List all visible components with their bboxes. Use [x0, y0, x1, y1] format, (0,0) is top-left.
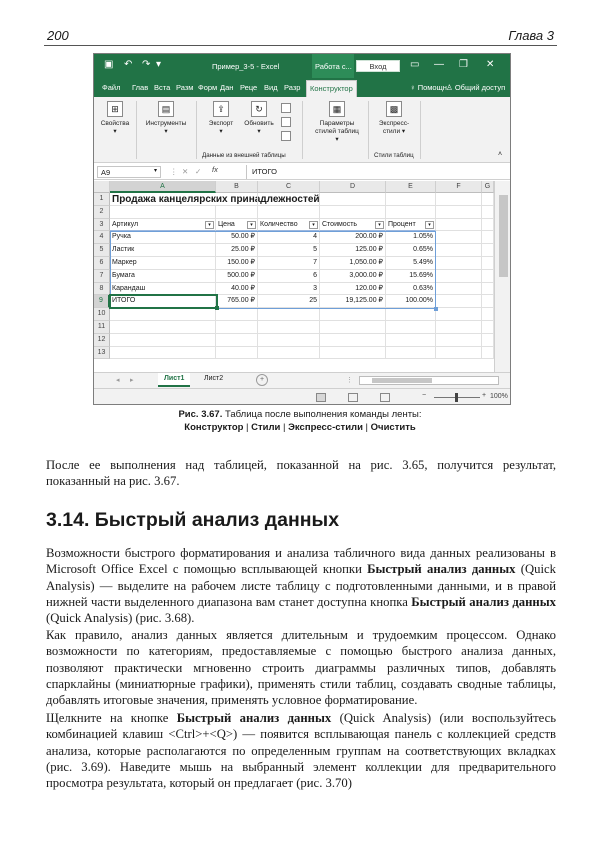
table-cell[interactable]: Маркер [110, 257, 216, 270]
row-header[interactable]: 7 [94, 270, 110, 283]
table-cell[interactable]: 4 [258, 231, 320, 244]
grid-cell[interactable] [320, 347, 386, 360]
tab-developer[interactable]: Разр [284, 83, 301, 92]
grid-cell[interactable] [216, 321, 258, 334]
grid-cell[interactable] [258, 308, 320, 321]
filter-dropdown-icon[interactable]: ▾ [309, 221, 318, 229]
insert-function-icon[interactable]: fx [212, 165, 218, 174]
grid-cell[interactable] [436, 244, 482, 257]
grid-cell[interactable] [436, 206, 482, 219]
quick-access-dropdown-icon[interactable]: ▾ [156, 59, 162, 70]
caption-label: Рис. 3.67. [178, 409, 223, 420]
page-layout-view-icon[interactable] [348, 393, 358, 402]
grid-cell[interactable] [320, 193, 386, 206]
table-cell[interactable]: 500.00 ₽ [216, 270, 258, 283]
horizontal-scrollbar[interactable] [359, 376, 499, 385]
caption-path-item: Конструктор [184, 422, 244, 433]
status-bar [94, 388, 510, 405]
chapter-label: Глава 3 [508, 28, 554, 43]
caption-text: Таблица после выполнения команды ленты: [224, 409, 422, 420]
grid-cell[interactable] [436, 219, 482, 232]
confirm-icon[interactable]: ✓ [195, 167, 202, 176]
grid-cell[interactable] [320, 206, 386, 219]
table-cell[interactable]: 7 [258, 257, 320, 270]
grid-cell[interactable] [436, 334, 482, 347]
zoom-in-button[interactable]: + [482, 392, 487, 399]
row-header[interactable]: 2 [94, 206, 110, 219]
formula-input[interactable]: ИТОГО [252, 167, 277, 176]
chevron-down-icon: ▾ [153, 168, 157, 174]
close-button[interactable]: ✕ [486, 59, 495, 70]
person-icon: ♙ [446, 83, 453, 92]
grid-cell[interactable] [436, 231, 482, 244]
prev-sheet-icon[interactable]: ◂ [116, 377, 120, 384]
paragraph-2: Возможности быстрого форматирования и анализа табличного вида данных реализованы в Microsoft Office Excel с помощью всплывающей кнопки Быстрый анализ данных (Quick Analysis) — выделите на рабочем листе таблицу с подготовленными данными, и в правой нижней части выделенного диапазона вам станет доступна кнопка Быстрый анализ данных (Quick Analysis) (рис. 3.68). [46, 546, 556, 626]
excel-screenshot [93, 53, 511, 405]
grid-cell[interactable] [436, 193, 482, 206]
minimize-button[interactable]: — [434, 59, 444, 70]
page-header [44, 24, 557, 46]
next-sheet-icon[interactable]: ▸ [130, 377, 134, 384]
grid-cell[interactable] [216, 206, 258, 219]
table-header-cell[interactable]: Количество ▾ [258, 219, 320, 232]
grid-cell[interactable] [436, 308, 482, 321]
quick-styles-button[interactable]: ▩ Экспресс- стили ▾ [372, 97, 416, 163]
external-data-group-label: Данные из внешней таблицы [202, 152, 286, 159]
more-sheets-icon: ⋮ [346, 377, 353, 384]
row-header[interactable]: 6 [94, 257, 110, 270]
paragraph-3: Как правило, анализ данных является длительным и трудоемким процессом. Однако возможности по категориям, предоставляемые с помощью быстрого анализа данных, позволяют практически мгновенно строить диаграммы различных типов, добавлять спарклайны (миниатюрные графики), применять стили таблиц, создавать сводные таблицы, добавлять итоговые значения, применять условное форматирование. [46, 628, 556, 708]
grid-cell[interactable] [386, 334, 436, 347]
grid-cell[interactable] [216, 308, 258, 321]
grid-cell[interactable] [482, 206, 494, 219]
refresh-icon: ↻ [251, 101, 267, 117]
table-resize-handle[interactable] [434, 307, 438, 311]
properties-button[interactable]: ⊞ Свойства ▾ [98, 97, 132, 163]
paragraph-1: После ее выполнения над таблицей, показанной на рис. 3.65, получится результат, показанный на рис. 3.67. [46, 458, 556, 489]
formula-bar [94, 164, 510, 180]
grid-cell[interactable] [436, 347, 482, 360]
grid-cell[interactable] [110, 334, 216, 347]
grid-cell[interactable] [386, 321, 436, 334]
zoom-level[interactable]: 100% [490, 393, 508, 400]
lightbulb-icon: ♀ [410, 83, 416, 92]
caption-path-item: Стили [251, 422, 281, 433]
row-header[interactable]: 1 [94, 193, 110, 206]
export-button[interactable]: ⇪ Экспорт ▾ [204, 97, 238, 163]
grid-cell[interactable] [320, 321, 386, 334]
tab-insert[interactable]: Вста [154, 83, 171, 92]
normal-view-icon[interactable] [316, 393, 326, 402]
table-cell[interactable]: 15.69% [386, 270, 436, 283]
row-header[interactable]: 5 [94, 244, 110, 257]
grid-cell[interactable] [482, 219, 494, 232]
column-header[interactable]: F [436, 181, 482, 193]
grid-cell[interactable] [482, 244, 494, 257]
grid-cell[interactable] [216, 334, 258, 347]
grid-cell[interactable] [482, 334, 494, 347]
table-cell[interactable]: 6 [258, 270, 320, 283]
spreadsheet-grid [94, 181, 510, 388]
fill-handle[interactable] [215, 306, 219, 310]
undo-icon[interactable]: ↶ [124, 59, 133, 70]
table-header-cell[interactable]: Артикул ▾ [110, 219, 216, 232]
ribbon [94, 97, 510, 163]
row-header[interactable]: 3 [94, 219, 110, 232]
grid-cell[interactable] [216, 347, 258, 360]
collapse-ribbon-icon[interactable]: ˄ [498, 151, 503, 158]
table-cell[interactable]: 3 [258, 283, 320, 296]
total-cell[interactable]: ИТОГО [110, 295, 216, 308]
page-break-view-icon[interactable] [380, 393, 390, 402]
grid-cell[interactable] [216, 193, 258, 206]
table-cell[interactable]: 150.00 ₽ [216, 257, 258, 270]
grid-cell[interactable] [386, 308, 436, 321]
grid-cell[interactable] [386, 206, 436, 219]
tab-design[interactable]: Конструктор [306, 80, 357, 97]
grid-cell[interactable] [482, 257, 494, 270]
window-title: Пример_3-5 - Excel [212, 62, 280, 71]
export-icon: ⇪ [213, 101, 229, 117]
ribbon-display-icon[interactable]: ▭ [410, 59, 420, 70]
select-all-corner[interactable] [94, 181, 110, 193]
caption-path-item: Экспресс-стили [288, 422, 363, 433]
row-header[interactable]: 13 [94, 347, 110, 360]
tab-review[interactable]: Реце [240, 83, 258, 92]
tab-data[interactable]: Дан [220, 83, 234, 92]
grid-cell[interactable] [436, 283, 482, 296]
tab-formulas[interactable]: Форм [198, 83, 218, 92]
scrollbar-thumb[interactable] [499, 195, 508, 277]
row-header[interactable]: 8 [94, 283, 110, 296]
table-cell[interactable]: Бумага [110, 270, 216, 283]
ribbon-tabs [94, 78, 510, 97]
grid-cell[interactable] [386, 347, 436, 360]
grid-cell[interactable] [110, 347, 216, 360]
filter-dropdown-icon[interactable]: ▾ [247, 221, 256, 229]
grid-cell[interactable] [436, 270, 482, 283]
unlink-icon[interactable] [281, 131, 291, 141]
sheet-tabs-bar [94, 372, 510, 388]
grid-cell[interactable] [482, 283, 494, 296]
tab-view[interactable]: Вид [264, 83, 278, 92]
table-cell[interactable]: 0.65% [386, 244, 436, 257]
grid-cell[interactable] [482, 308, 494, 321]
grid-cell[interactable] [110, 206, 216, 219]
grid-cell[interactable] [258, 347, 320, 360]
page-number: 200 [47, 28, 69, 43]
name-box[interactable]: A9 ▾ [97, 166, 161, 178]
total-cell[interactable]: 100.00% [386, 295, 436, 308]
table-cell[interactable]: 50.00 ₽ [216, 231, 258, 244]
table-cell[interactable]: 1.05% [386, 231, 436, 244]
properties-small-icon[interactable] [281, 103, 291, 113]
tools-icon: ▤ [158, 101, 174, 117]
row-header[interactable]: 9 [94, 295, 110, 308]
figure-caption: Рис. 3.67. Таблица после выполнения команды ленты: Конструктор | Стили | Экспресс-стили | Очистить [178, 409, 422, 433]
section-heading: 3.14. Быстрый анализ данных [46, 509, 340, 531]
grid-cell[interactable] [258, 206, 320, 219]
scrollbar-thumb[interactable] [372, 378, 432, 383]
tools-button[interactable]: ▤ Инструменты ▾ [140, 97, 192, 163]
grid-cell[interactable] [436, 295, 482, 308]
table-cell[interactable]: 5.49% [386, 257, 436, 270]
total-cell[interactable]: 765.00 ₽ [216, 295, 258, 308]
grid-cell[interactable] [436, 257, 482, 270]
table-cell[interactable]: 125.00 ₽ [320, 244, 386, 257]
filter-dropdown-icon[interactable]: ▾ [205, 221, 214, 229]
table-style-options-icon: ▦ [329, 101, 345, 117]
column-header[interactable]: B [216, 181, 258, 193]
sheet-tab-1[interactable]: Лист1 [158, 373, 190, 387]
vertical-scrollbar[interactable] [494, 181, 511, 372]
column-header[interactable]: E [386, 181, 436, 193]
active-cell-outline [109, 294, 218, 309]
zoom-slider-knob[interactable] [455, 393, 458, 402]
table-cell[interactable]: 120.00 ₽ [320, 283, 386, 296]
grid-cell[interactable] [482, 231, 494, 244]
table-cell[interactable]: 25.00 ₽ [216, 244, 258, 257]
table-cell[interactable]: 200.00 ₽ [320, 231, 386, 244]
table-cell[interactable]: 5 [258, 244, 320, 257]
column-header[interactable]: A [110, 181, 216, 193]
table-style-options-button[interactable]: ▦ Параметры стилей таблиц ▾ [310, 97, 364, 163]
total-cell[interactable]: 19,125.00 ₽ [320, 295, 386, 308]
grid-cell[interactable] [320, 334, 386, 347]
table-header-cell[interactable]: Цена ▾ [216, 219, 258, 232]
properties-icon: ⊞ [107, 101, 123, 117]
filter-dropdown-icon[interactable]: ▾ [425, 221, 434, 229]
table-cell[interactable]: Ручка [110, 231, 216, 244]
table-header-cell[interactable]: Стоимость ▾ [320, 219, 386, 232]
table-cell[interactable]: Карандаш [110, 283, 216, 296]
grid-cell[interactable] [482, 193, 494, 206]
table-cell[interactable]: 0.63% [386, 283, 436, 296]
excel-titlebar [94, 54, 510, 78]
login-button[interactable]: Вход [356, 60, 400, 72]
sheet-tab-2[interactable]: Лист2 [204, 375, 224, 382]
open-browser-icon[interactable] [281, 117, 291, 127]
add-sheet-button[interactable]: + [256, 374, 268, 386]
share-button[interactable]: ♙ Общий доступ [446, 83, 506, 92]
row-header[interactable]: 12 [94, 334, 110, 347]
table-cell[interactable]: 3,000.00 ₽ [320, 270, 386, 283]
grid-cell[interactable] [110, 321, 216, 334]
tab-file[interactable]: Файл [102, 83, 121, 92]
tab-home[interactable]: Глав [132, 83, 149, 92]
paragraph-4: Щелкните на кнопке Быстрый анализ данных (Quick Analysis) (или воспользуйтесь комбинацией клавиш <Ctrl>+<Q>) — появится всплывающая панель с коллекцией средств анализа, которые располагаются по определенным группам на соответствующих вкладках (рис. 3.69). Наведите мышь на выбранный элемент коллекции для предварительного просмотра результата, который он предлагает (рис. 3.70) [46, 711, 556, 791]
cancel-icon[interactable]: ✕ [182, 167, 189, 176]
refresh-button[interactable]: ↻ Обновить ▾ [240, 97, 278, 163]
row-header[interactable]: 11 [94, 321, 110, 334]
quick-styles-icon: ▩ [386, 101, 402, 117]
grid-cell[interactable] [258, 193, 320, 206]
tell-me-button[interactable]: ♀ Помощн [410, 83, 447, 92]
caption-path-item: Очистить [370, 422, 416, 433]
grid-cell[interactable] [386, 193, 436, 206]
grid-cell[interactable] [482, 347, 494, 360]
restore-button[interactable]: ❐ [459, 59, 468, 70]
total-cell[interactable]: 25 [258, 295, 320, 308]
row-header[interactable]: 4 [94, 231, 110, 244]
column-header[interactable]: D [320, 181, 386, 193]
sheet-title-cell[interactable]: Продажа канцелярских принадлежностей [110, 193, 410, 206]
grid-cell[interactable] [258, 334, 320, 347]
grid-cell[interactable] [482, 270, 494, 283]
redo-icon[interactable]: ↷ [142, 59, 151, 70]
table-cell[interactable]: 40.00 ₽ [216, 283, 258, 296]
grid-cell[interactable] [320, 308, 386, 321]
save-icon[interactable]: ▣ [104, 59, 114, 70]
column-header[interactable]: G [482, 181, 494, 193]
grid-cell[interactable] [436, 321, 482, 334]
more-icon: ⋮ [170, 167, 178, 176]
table-cell[interactable]: 1,050.00 ₽ [320, 257, 386, 270]
grid-cell[interactable] [258, 321, 320, 334]
tab-layout[interactable]: Разм [176, 83, 194, 92]
table-header-cell[interactable]: Процент ▾ [386, 219, 436, 232]
zoom-out-button[interactable]: − [422, 392, 427, 399]
context-label: Работа с... [312, 54, 354, 78]
grid-cell[interactable] [482, 295, 494, 308]
table-styles-group-label: Стили таблиц [374, 152, 414, 159]
column-header[interactable]: C [258, 181, 320, 193]
row-header[interactable]: 10 [94, 308, 110, 321]
table-cell[interactable]: Ластик [110, 244, 216, 257]
grid-cell[interactable] [110, 308, 216, 321]
filter-dropdown-icon[interactable]: ▾ [375, 221, 384, 229]
grid-cell[interactable] [482, 321, 494, 334]
